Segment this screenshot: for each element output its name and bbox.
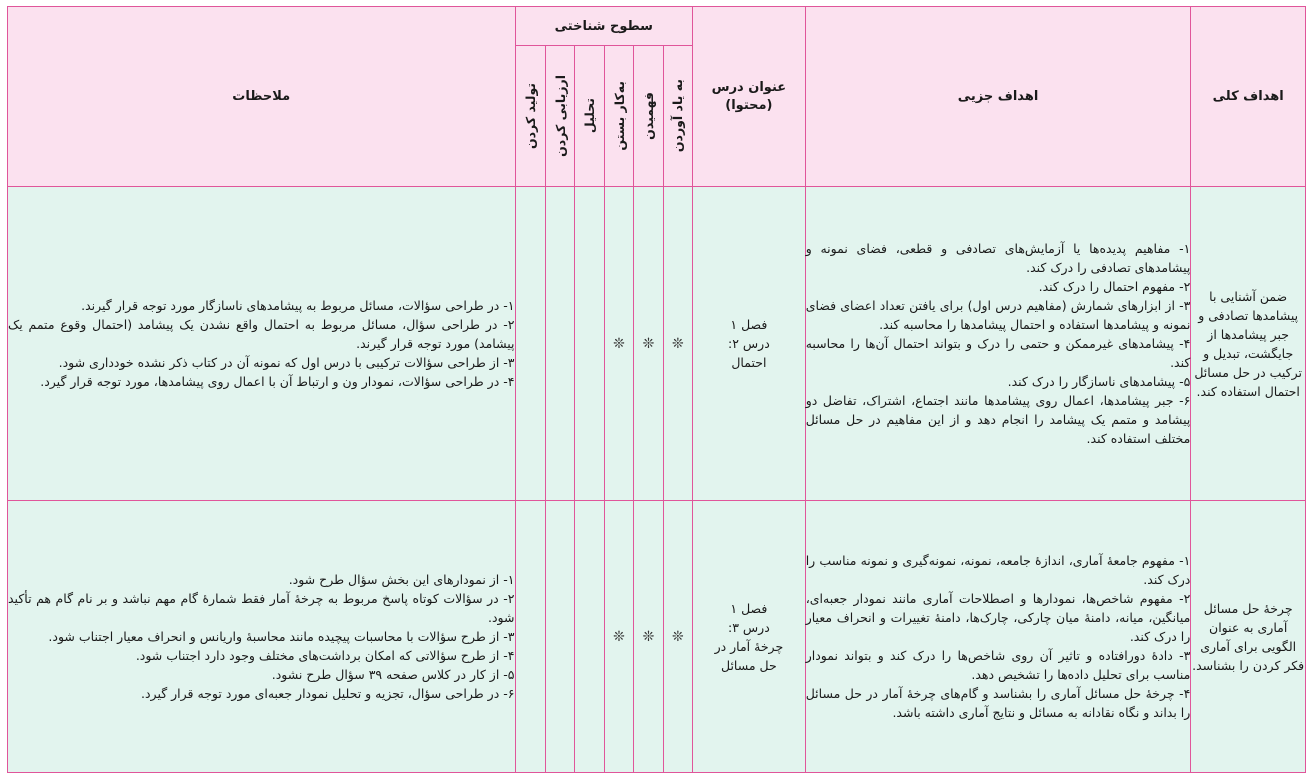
specific-goals (805, 501, 1191, 773)
specific-goals (805, 187, 1191, 501)
level-mark (545, 501, 574, 773)
general-goal: چرخهٔ حل مسائل آماری به عنوان الگویی برای آماری فکر کردن را بشناسد. (1191, 501, 1306, 773)
level-header (663, 46, 692, 187)
level-mark: ❊ (634, 501, 663, 773)
level-label: فهمیدن (640, 92, 656, 140)
note-item: ۶- در طراحی سؤال، تجزیه و تحلیل نمودار جعبه‌ای مورد توجه قرار گیرد. (141, 686, 515, 701)
specific-goal-item: ۲- مفهوم احتمال را درک کند. (1038, 279, 1191, 294)
level-label: تحلیل (582, 98, 598, 134)
note-item: ۱- در طراحی سؤالات، مسائل مربوط به پیشامدهای ناسازگار مورد توجه قرار گیرند. (81, 298, 515, 313)
general-goal: ضمن آشنایی با پیشامدها تصادفی و جبر پیشامدها از جایگشت، تبدیل و ترکیب در حل مسائل احتمال استفاده کند. (1191, 187, 1306, 501)
specific-goal-item: ۶- جبر پیشامدها، اعمال روی پیشامدها مانند اجتماع، اشتراک، تفاضل دو پیشامد و متمم یک پیشامد را انجام دهد و از این مفاهیم در حل مسائل مختلف استفاده کند. (805, 393, 1191, 446)
lesson-line: حل مسائل (720, 657, 777, 673)
lesson-line: درس ۳: (727, 619, 770, 635)
header-general-goals: اهداف کلی (1191, 7, 1306, 187)
lesson-line: فصل ۱ (730, 317, 768, 332)
specific-goal-item: ۴- پیشامدهای غیرممکن و حتمی را درک و بتواند احتمال آن‌ها را محاسبه کند. (805, 336, 1191, 370)
lesson-title (693, 187, 806, 501)
note-item: ۱- از نمودارهای این بخش سؤال طرح شود. (288, 572, 515, 587)
header-cognitive-levels: سطوح شناختی (515, 7, 693, 46)
specific-goal-item: ۵- پیشامدهای ناسازگار را درک کند. (1007, 374, 1191, 389)
specific-goal-item: ۳- دادهٔ دورافتاده و تاثیر آن روی شاخص‌ها را درک کند و بتواند نمودار مناسب برای تحلیل داده‌ها را تشخیص دهد. (805, 648, 1191, 682)
table-row (8, 501, 1306, 773)
level-header (545, 46, 574, 187)
level-label: به‌کار بستن (611, 81, 627, 151)
level-label: به یاد آوردن (670, 79, 686, 153)
lesson-line: درس ۲: (727, 336, 770, 351)
lesson-title (693, 501, 806, 773)
level-mark (575, 187, 604, 501)
note-item: ۵- از کار در کلاس صفحه ۳۹ سؤال طرح نشود. (271, 667, 515, 682)
note-item: ۳- از طرح سؤالات با محاسبات پیچیده مانند محاسبهٔ واریانس و انحراف معیار اجتناب شود. (48, 629, 515, 644)
note-item: ۲- در سؤالات کوتاه پاسخ مربوط به چرخهٔ آمار فقط شمارهٔ گام مهم نباشد و بر نام گام هم تأکید شود. (8, 591, 515, 625)
header-specific-goals: اهداف جزیی (805, 7, 1191, 187)
specific-goal-item: ۴- چرخهٔ حل مسائل آماری را بشناسد و گام‌های چرخهٔ آمار در حل مسائل را بداند و نگاه نقادانه به مسائل و نتایج آماری داشته باشد. (805, 686, 1191, 720)
notes (8, 501, 516, 773)
specific-goal-item: ۱- مفهوم جامعهٔ آماری، اندازهٔ جامعه، نمونه، نمونه‌گیری و نمونه مناسب را درک کند. (805, 553, 1191, 587)
lesson-line: چرخهٔ آمار در (714, 638, 784, 654)
level-header (515, 46, 545, 187)
level-mark: ❊ (604, 501, 633, 773)
note-item: ۳- از طراحی سؤالات ترکیبی با درس اول که نمونه آن در کتاب ذکر نشده خودداری شود. (58, 355, 515, 370)
curriculum-table (7, 6, 1306, 773)
level-label: ارزیابی کردن (552, 75, 568, 157)
level-mark: ❊ (663, 501, 692, 773)
header-lesson-title-sub: (محتوا) (725, 98, 773, 113)
note-item: ۴- در طراحی سؤالات، نمودار ون و ارتباط آن با اعمال روی پیشامدها، مورد توجه قرار گیرد. (40, 374, 515, 389)
level-label: تولید کردن (522, 82, 538, 150)
table-row (8, 187, 1306, 501)
level-mark (545, 187, 574, 501)
lesson-line: احتمال (731, 355, 767, 370)
note-item: ۲- در طراحی سؤال، مسائل مربوط به احتمال واقع نشدن یک پیشامد (احتمال وقوع متمم یک پیشامد) مورد توجه قرار گیرند. (8, 317, 515, 351)
level-mark (515, 187, 545, 501)
header-lesson-title-main: عنوان درس (711, 80, 787, 95)
specific-goal-item: ۳- از ابزارهای شمارش (مفاهیم درس اول) برای یافتن تعداد اعضای فضای نمونه و پیشامدها استفاده و احتمال پیشامدها را محاسبه کند. (805, 298, 1191, 332)
level-mark: ❊ (634, 187, 663, 501)
level-header (604, 46, 633, 187)
notes (8, 187, 516, 501)
level-mark: ❊ (663, 187, 692, 501)
level-header (634, 46, 663, 187)
level-mark (515, 501, 545, 773)
level-header (575, 46, 604, 187)
header-lesson-title (693, 7, 806, 187)
lesson-line: فصل ۱ (730, 600, 768, 616)
level-mark: ❊ (604, 187, 633, 501)
note-item: ۴- از طرح سؤالاتی که امکان برداشت‌های مختلف وجود دارد اجتناب شود. (135, 648, 515, 663)
specific-goal-item: ۱- مفاهیم پدیده‌ها یا آزمایش‌های تصادفی و قطعی، فضای نمونه و پیشامدهای تصادفی را درک کند. (805, 241, 1191, 275)
level-mark (575, 501, 604, 773)
header-notes: ملاحظات (8, 7, 516, 187)
specific-goal-item: ۲- مفهوم شاخص‌ها، نمودارها و اصطلاحات آماری مانند نمودار جعبه‌ای، میانگین، میانه، دامنهٔ میان چارکی، چارک‌ها، دامنهٔ تغییرات و انحراف معیار را درک کند. (805, 591, 1191, 644)
